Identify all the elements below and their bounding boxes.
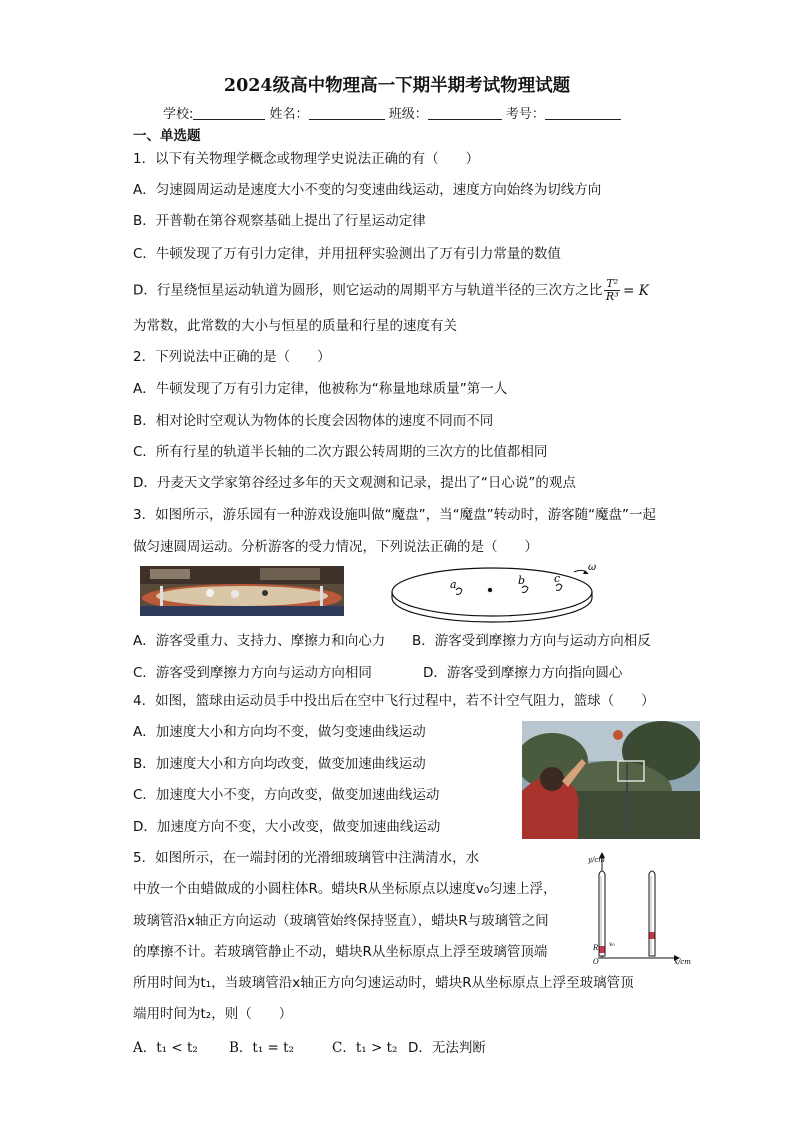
v0-label: v₀ xyxy=(609,941,615,948)
x-axis-label: x/cm xyxy=(674,958,691,966)
q1-option-b[interactable]: B．开普勒在第谷观察基础上提出了行星运动定律 xyxy=(133,213,426,229)
magic-disk-photo xyxy=(140,566,344,616)
exam-no-label: 考号： xyxy=(505,107,545,122)
q3-option-c[interactable]: C．游客受到摩擦力方向与运动方向相同 xyxy=(133,665,372,681)
fraction-numerator: T² xyxy=(606,277,619,290)
q5-line4: 的摩擦不计。若玻璃管静止不动，蜡块R从坐标原点上浮至玻璃管顶端 xyxy=(133,944,548,960)
q5-option-a[interactable]: A．t₁ < t₂ xyxy=(133,1040,198,1056)
name-label: 姓名： xyxy=(269,107,309,122)
q4-stem: 4．如图，篮球由运动员手中投出后在空中飞行过程中，若不计空气阻力，篮球（ ） xyxy=(133,693,655,709)
q4-option-c[interactable]: C．加速度大小不变，方向改变，做变加速曲线运动 xyxy=(133,787,440,803)
q5-line5: 所用时间为t₁，当玻璃管沿x轴正方向匀速运动时，蜡块R从坐标原点上浮至玻璃管顶 xyxy=(133,975,634,991)
q3-option-a[interactable]: A．游客受重力、支持力、摩擦力和向心力 xyxy=(133,633,386,649)
omega-label: ω xyxy=(588,562,597,573)
school-label: 学校: xyxy=(163,107,194,122)
origin-label: O xyxy=(593,958,599,966)
q3-option-b[interactable]: B．游客受到摩擦力方向与运动方向相反 xyxy=(412,633,651,649)
class-blank[interactable] xyxy=(428,106,502,120)
q1-option-a[interactable]: A．匀速圆周运动是速度大小不变的匀变速曲线运动，速度方向始终为切线方向 xyxy=(133,182,602,198)
q2-option-c[interactable]: C．所有行星的轨道半长轴的二次方跟公转周期的三次方的比值都相同 xyxy=(133,444,548,460)
q5-line1: 5．如图所示，在一端封闭的光滑细玻璃管中注满清水，水 xyxy=(133,850,480,866)
class-label: 班级： xyxy=(388,107,428,122)
fraction-rhs: = K xyxy=(623,282,649,299)
y-axis-label: y/cm xyxy=(588,856,605,864)
q2-option-a[interactable]: A．牛顿发现了万有引力定律，他被称为“称量地球质量”第一人 xyxy=(133,381,508,397)
q1-option-d-continued: 为常数，此常数的大小与恒星的质量和行星的速度有关 xyxy=(133,318,457,334)
school-blank[interactable] xyxy=(193,106,265,120)
student-info-row xyxy=(163,103,621,122)
q3-stem-line2: 做匀速圆周运动。分析游客的受力情况，下列说法正确的是（ ） xyxy=(133,539,538,555)
page-title: 2024级高中物理高一下期半期考试物理试题 xyxy=(223,76,571,96)
r-label: R xyxy=(593,944,599,952)
q2-option-d[interactable]: D．丹麦天文学家第谷经过多年的天文观测和记录，提出了“日心说”的观点 xyxy=(133,475,576,491)
name-blank[interactable] xyxy=(309,106,385,120)
q5-options-row xyxy=(133,1036,486,1056)
fraction-denominator: R³ xyxy=(605,290,619,303)
q5-line2: 中放一个由蜡做成的小圆柱体R。蜡块R从坐标原点以速度v₀匀速上浮， xyxy=(133,881,557,897)
kepler-fraction xyxy=(604,278,620,303)
q5-option-c[interactable]: C．t₁ > t₂ xyxy=(332,1040,398,1056)
exam-no-blank[interactable] xyxy=(545,106,621,120)
glass-tube-diagram xyxy=(582,846,696,966)
q2-stem: 2．下列说法中正确的是（ ） xyxy=(133,349,331,365)
q4-option-a[interactable]: A．加速度大小和方向均不变，做匀变速曲线运动 xyxy=(133,724,426,740)
basketball-photo xyxy=(522,721,700,839)
q3-options-row1 xyxy=(133,629,651,649)
disk-label-a: a xyxy=(450,578,457,591)
q2-option-b[interactable]: B．相对论时空观认为物体的长度会因物体的速度不同而不同 xyxy=(133,413,494,429)
q1-stem: 1．以下有关物理学概念或物理学史说法正确的有（ ） xyxy=(133,151,480,167)
q3-options-row2 xyxy=(133,661,623,681)
q5-line6: 端用时间为t₂，则（ ） xyxy=(133,1006,293,1022)
q1-option-d-text: D．行星绕恒星运动轨道为圆形，则它运动的周期平方与轨道半径的三次方之比 xyxy=(133,282,603,299)
q3-option-d[interactable]: D．游客受到摩擦力方向指向圆心 xyxy=(423,665,623,681)
disk-label-c: c xyxy=(554,572,561,585)
q5-option-d[interactable]: D．无法判断 xyxy=(408,1040,486,1056)
q4-option-d[interactable]: D．加速度方向不变，大小改变，做变加速曲线运动 xyxy=(133,819,441,835)
q3-stem-line1: 3．如图所示，游乐园有一种游戏设施叫做“魔盘”，当“魔盘”转动时，游客随“魔盘”一起 xyxy=(133,507,657,523)
q5-line3: 玻璃管沿x轴正方向运动（玻璃管始终保持竖直），蜡块R与玻璃管之间 xyxy=(133,913,549,929)
q4-option-b[interactable]: B．加速度大小和方向均改变，做变加速曲线运动 xyxy=(133,756,426,772)
q1-option-d[interactable] xyxy=(133,278,649,303)
q5-option-b[interactable]: B．t₁ = t₂ xyxy=(229,1040,294,1056)
section-heading: 一、单选题 xyxy=(133,128,201,144)
q1-option-c[interactable]: C．牛顿发现了万有引力定律，并用扭秤实验测出了万有引力常量的数值 xyxy=(133,246,561,262)
rotating-disk-diagram xyxy=(390,562,602,638)
disk-label-b: b xyxy=(518,574,526,587)
